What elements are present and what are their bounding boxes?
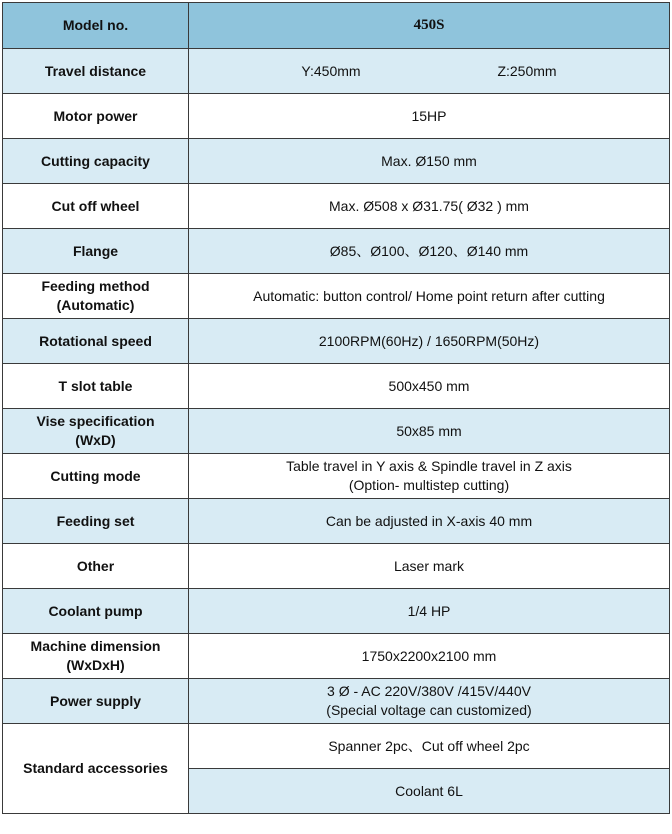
table-row [3,634,670,679]
row-label [3,274,189,319]
row-value: Coolant 6L [189,769,670,814]
row-label: Travel distance [3,49,189,94]
row-value: 500x450 mm [189,364,670,409]
table-row [3,184,670,229]
row-value: Laser mark [189,544,670,589]
table-row [3,679,670,724]
row-label: Motor power [3,94,189,139]
row-label-line: (WxDxH) [66,657,125,673]
table-row [3,49,670,94]
row-value: 1/4 HP [189,589,670,634]
table-row [3,409,670,454]
row-label-line: (WxD) [75,432,116,448]
row-value: 50x85 mm [189,409,670,454]
row-value [189,679,670,724]
row-label: Coolant pump [3,589,189,634]
row-value: Max. Ø150 mm [189,139,670,184]
table-row [3,139,670,184]
row-label: T slot table [3,364,189,409]
model-value: 450S [189,3,670,49]
row-label: Cutting mode [3,454,189,499]
row-value: Ø85、Ø100、Ø120、Ø140 mm [189,229,670,274]
row-value: 15HP [189,94,670,139]
row-label [3,634,189,679]
travel-y-value: Y:450mm [301,62,361,79]
row-value-line: (Special voltage can customized) [326,702,532,718]
row-value: Spanner 2pc、Cut off wheel 2pc [189,724,670,769]
row-label: Rotational speed [3,319,189,364]
table-row [3,724,670,769]
travel-z-value: Z:250mm [497,62,557,79]
row-value [189,49,670,94]
row-label: Feeding set [3,499,189,544]
row-label-line: Feeding method [41,278,150,294]
table-row [3,589,670,634]
table-row [3,229,670,274]
row-label: Other [3,544,189,589]
row-value [189,454,670,499]
table-row [3,499,670,544]
table-header-row [3,3,670,49]
model-label: Model no. [3,3,189,49]
row-value-line: Table travel in Y axis & Spindle travel in Z axis [286,458,572,474]
table-row [3,274,670,319]
row-label: Cutting capacity [3,139,189,184]
row-value: Max. Ø508 x Ø31.75( Ø32 ) mm [189,184,670,229]
row-value-line: 3 Ø - AC 220V/380V /415V/440V [327,683,531,699]
row-value: 1750x2200x2100 mm [189,634,670,679]
row-label-line: (Automatic) [56,297,135,313]
row-label-line: Vise specification [36,413,155,429]
table-row [3,364,670,409]
table-row [3,94,670,139]
row-label: Flange [3,229,189,274]
row-value: 2100RPM(60Hz) / 1650RPM(50Hz) [189,319,670,364]
table-row [3,454,670,499]
row-value-line: (Option- multistep cutting) [348,477,510,493]
spec-table [2,2,670,814]
row-label-line: Machine dimension [30,638,161,654]
table-row [3,544,670,589]
row-label: Standard accessories [3,724,189,814]
row-label: Power supply [3,679,189,724]
row-value: Can be adjusted in X-axis 40 mm [189,499,670,544]
row-value: Automatic: button control/ Home point return after cutting [189,274,670,319]
row-label: Cut off wheel [3,184,189,229]
table-row [3,319,670,364]
row-label [3,409,189,454]
